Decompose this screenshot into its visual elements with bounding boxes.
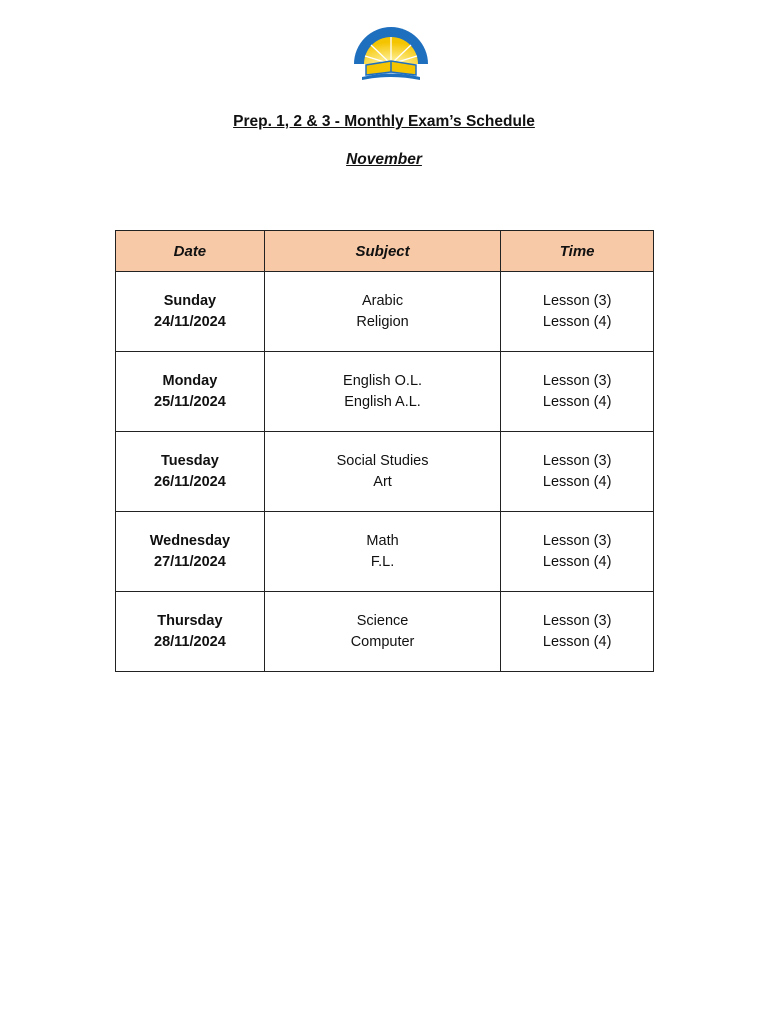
exam-date: 25/11/2024 bbox=[154, 393, 226, 410]
subject-name: Science bbox=[356, 612, 409, 629]
lesson-time: Lesson (4) bbox=[542, 393, 612, 410]
table-row bbox=[116, 512, 654, 592]
subject-name: Arabic bbox=[361, 292, 404, 309]
subject-name: Social Studies bbox=[336, 452, 429, 469]
time-cell bbox=[501, 352, 654, 432]
lesson-time: Lesson (3) bbox=[542, 612, 612, 629]
day-name: Monday bbox=[162, 372, 218, 389]
subject-name: F.L. bbox=[370, 553, 395, 570]
exam-schedule-table bbox=[115, 230, 654, 672]
table-row bbox=[116, 432, 654, 512]
time-cell bbox=[501, 432, 654, 512]
subject-name: Art bbox=[373, 473, 392, 490]
exam-date: 27/11/2024 bbox=[154, 553, 226, 570]
header-subject: Subject bbox=[264, 231, 501, 272]
subject-cell bbox=[264, 272, 501, 352]
lesson-time: Lesson (4) bbox=[542, 313, 612, 330]
date-cell bbox=[116, 592, 265, 672]
school-logo bbox=[346, 20, 436, 84]
lesson-time: Lesson (3) bbox=[542, 532, 612, 549]
exam-date: 26/11/2024 bbox=[154, 473, 226, 490]
table-row bbox=[116, 272, 654, 352]
day-name: Sunday bbox=[163, 292, 217, 309]
page-title: Prep. 1, 2 & 3 - Monthly Exam’s Schedule bbox=[233, 113, 535, 130]
subject-cell bbox=[264, 592, 501, 672]
subject-name: Math bbox=[366, 532, 399, 549]
subject-name: Religion bbox=[356, 313, 409, 330]
exam-date: 24/11/2024 bbox=[154, 313, 226, 330]
lesson-time: Lesson (3) bbox=[542, 372, 612, 389]
subject-name: English O.L. bbox=[343, 372, 423, 389]
header-time: Time bbox=[501, 231, 654, 272]
month-heading: November bbox=[346, 151, 422, 168]
subject-name: Computer bbox=[350, 633, 415, 650]
lesson-time: Lesson (3) bbox=[542, 452, 612, 469]
subject-cell bbox=[264, 432, 501, 512]
exam-date: 28/11/2024 bbox=[154, 633, 226, 650]
table-row bbox=[116, 352, 654, 432]
lesson-time: Lesson (4) bbox=[542, 633, 612, 650]
lesson-time: Lesson (3) bbox=[542, 292, 612, 309]
date-cell bbox=[116, 512, 265, 592]
table-header-row bbox=[116, 231, 654, 272]
day-name: Wednesday bbox=[149, 532, 231, 549]
lesson-time: Lesson (4) bbox=[542, 553, 612, 570]
header-date: Date bbox=[116, 231, 265, 272]
day-name: Tuesday bbox=[161, 452, 219, 469]
date-cell bbox=[116, 432, 265, 512]
subject-cell bbox=[264, 512, 501, 592]
day-name: Thursday bbox=[157, 612, 223, 629]
time-cell bbox=[501, 592, 654, 672]
subject-cell bbox=[264, 352, 501, 432]
subject-name: English A.L. bbox=[344, 393, 421, 410]
date-cell bbox=[116, 352, 265, 432]
time-cell bbox=[501, 272, 654, 352]
table-row bbox=[116, 592, 654, 672]
lesson-time: Lesson (4) bbox=[542, 473, 612, 490]
time-cell bbox=[501, 512, 654, 592]
date-cell bbox=[116, 272, 265, 352]
